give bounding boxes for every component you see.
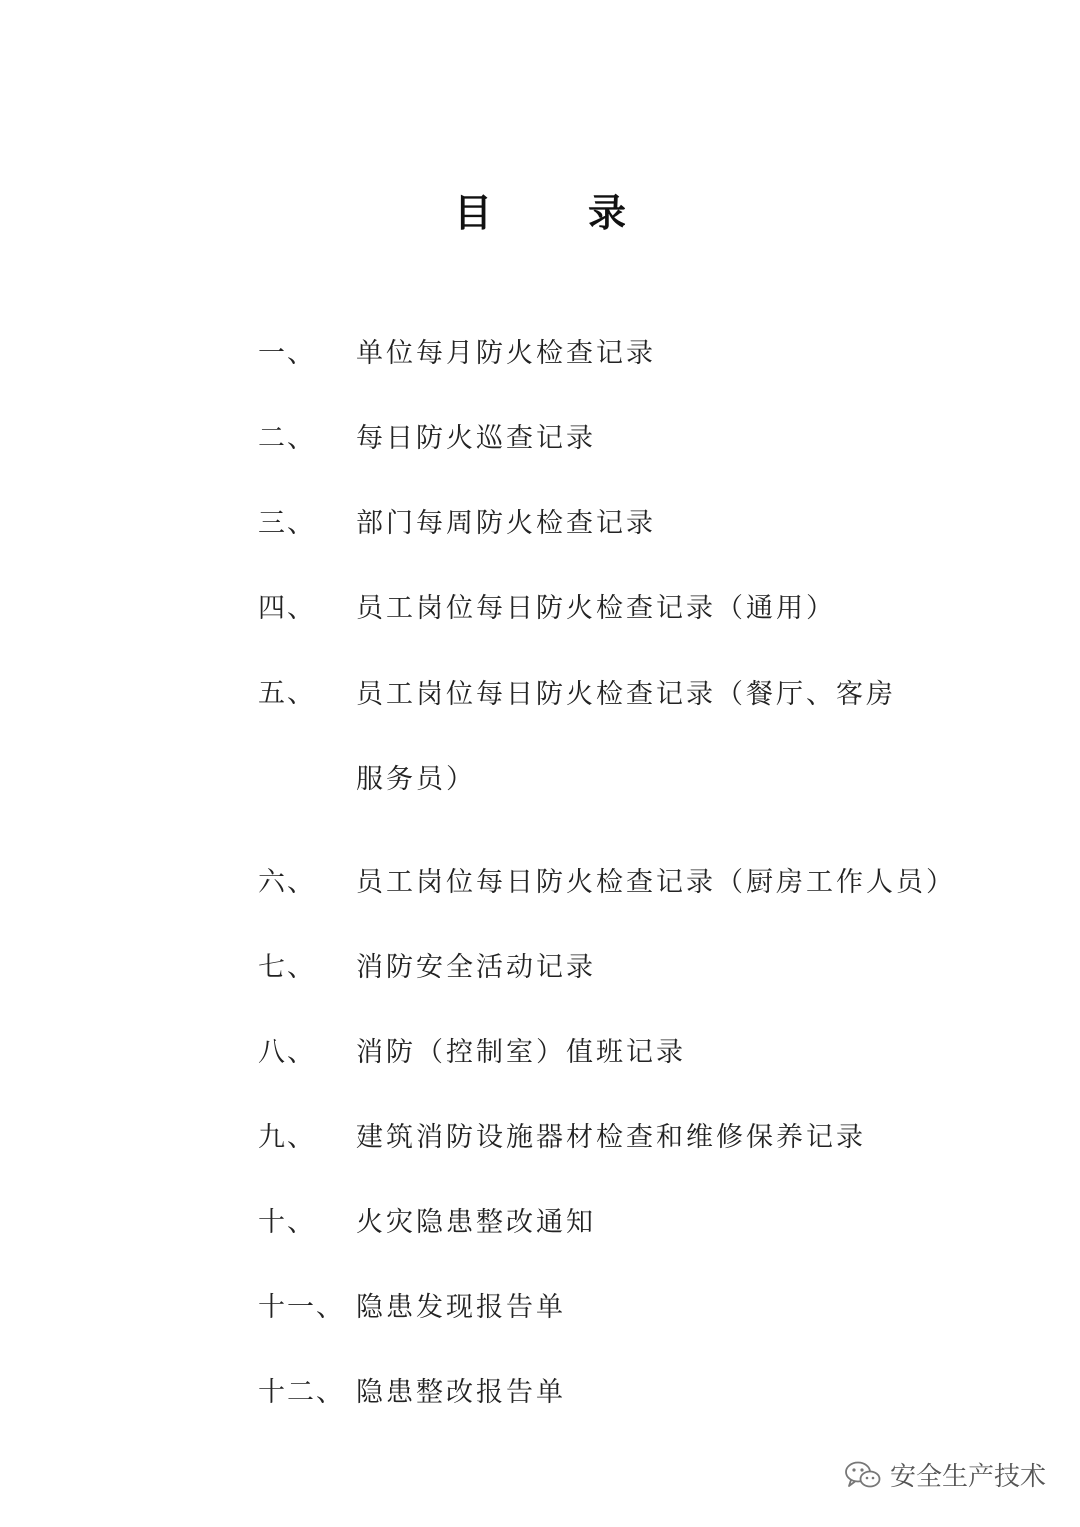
toc-entry-title: 员工岗位每日防火检查记录（餐厅、客房服务员） [356,679,896,795]
toc-entry-title: 隐患发现报告单 [356,1292,566,1323]
toc-entry-number: 四、 [258,593,316,624]
toc-entry[interactable] [258,330,958,378]
wechat-icon [844,1460,882,1490]
title-char-1: 目 [453,191,492,235]
title-char-2: 录 [588,191,627,235]
toc-entry-title: 员工岗位每日防火检查记录（通用） [356,593,836,624]
toc-entry[interactable] [258,415,958,463]
toc-entry[interactable] [258,859,958,907]
toc-entry[interactable] [258,1284,958,1332]
page-title [0,188,1080,238]
toc-entry[interactable] [258,1369,958,1417]
toc-entry-title: 隐患整改报告单 [356,1377,566,1408]
toc-entry-title: 每日防火巡查记录 [356,423,596,454]
watermark-text: 安全生产技术 [889,1462,1046,1492]
watermark [844,1456,1046,1493]
toc-entry-number: 十一、 [258,1292,345,1323]
toc-entry-number: 六、 [258,867,316,898]
toc-entry-title: 员工岗位每日防火检查记录（厨房工作人员） [356,867,956,898]
toc-entry-title: 火灾隐患整改通知 [356,1207,596,1238]
toc-entry[interactable] [258,585,958,633]
toc-entry-number: 十二、 [258,1377,345,1408]
toc-entry[interactable] [258,670,958,822]
toc-entry[interactable] [258,1114,958,1162]
toc-entry-title: 部门每周防火检查记录 [356,508,656,539]
toc-entry-number: 八、 [258,1037,316,1068]
table-of-contents [258,330,958,1454]
toc-entry-title: 消防安全活动记录 [356,952,596,983]
toc-entry-number: 十、 [258,1207,316,1238]
toc-entry-title: 消防（控制室）值班记录 [356,1037,686,1068]
toc-entry[interactable] [258,500,958,548]
toc-entry-title: 单位每月防火检查记录 [356,338,656,369]
toc-entry-number: 二、 [258,423,316,454]
toc-entry[interactable] [258,1199,958,1247]
toc-entry-number: 一、 [258,338,316,369]
toc-entry-number: 七、 [258,952,316,983]
toc-entry-number: 三、 [258,508,316,539]
toc-entry[interactable] [258,944,958,992]
toc-entry-number: 五、 [258,678,316,709]
toc-entry-title: 建筑消防设施器材检查和维修保养记录 [356,1122,866,1153]
toc-entry[interactable] [258,1029,958,1077]
toc-entry-number: 九、 [258,1122,316,1153]
